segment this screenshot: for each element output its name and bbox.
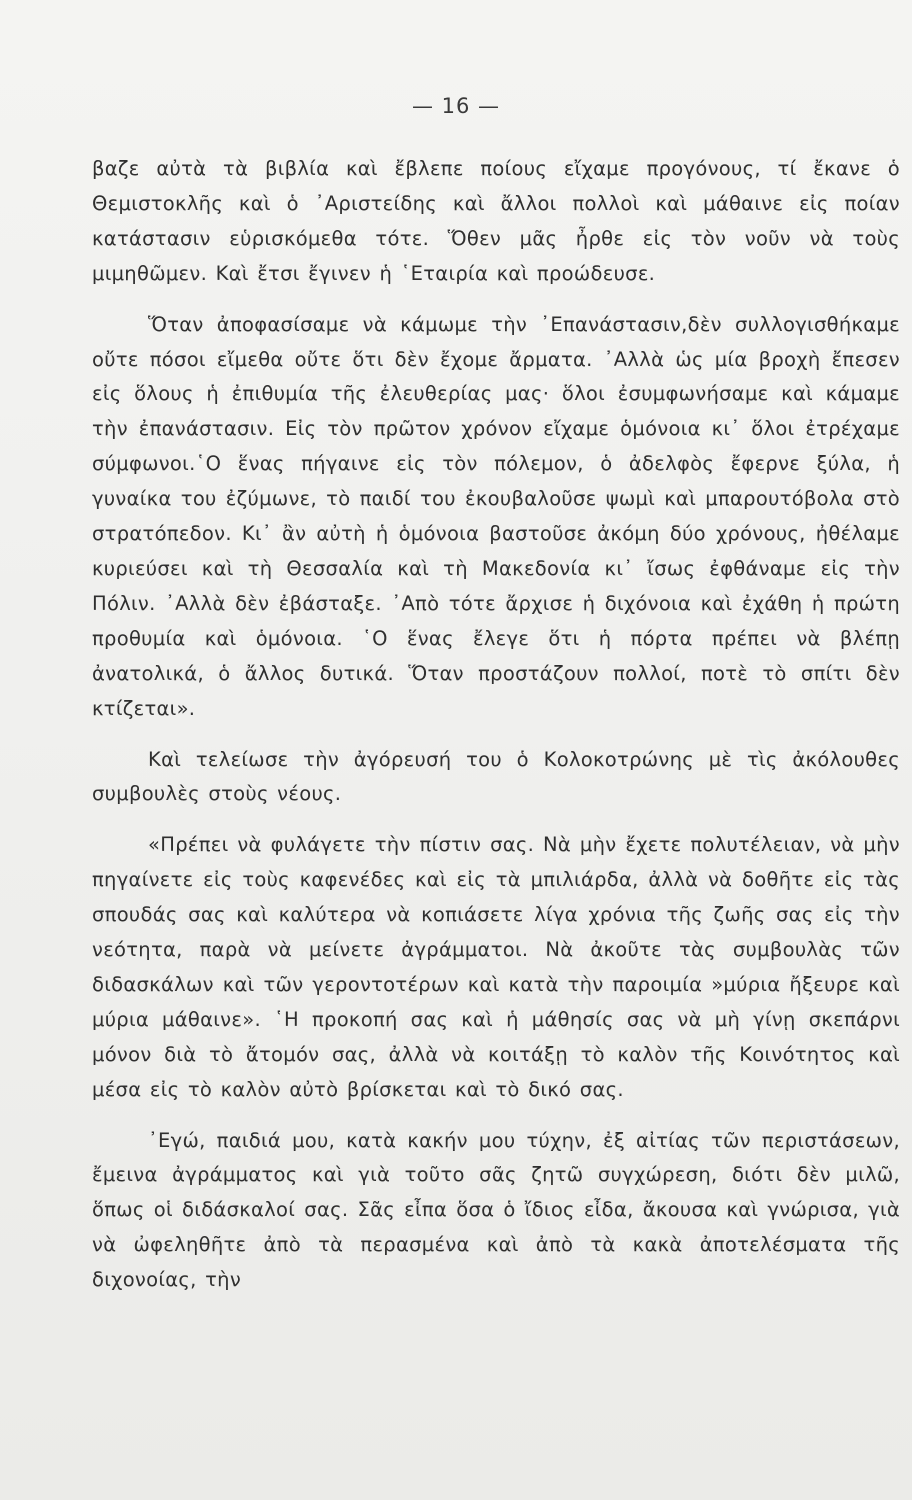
paragraph-continuation: βαζε αὐτὰ τὰ βιβλία καὶ ἔβλεπε ποίους εἴχαμε προγόνους, τί ἔκανε ὁ Θεμιστοκλῆς καὶ ὁ ᾿Αριστείδης καὶ ἄλλοι πολλοὶ καὶ μάθαινε εἰς ποίαν κατάστασιν εὑρισκόμεθα τότε. Ὅθεν μᾶς ἦρθε εἰς τὸν νοῦν νὰ τοὺς μιμηθῶμεν. Καὶ ἔτσι ἔγινεν ἡ ῾Εταιρία καὶ προώδευσε. <box>92 157 900 285</box>
paragraph-revolution: Ὅταν ἀποφασίσαμε νὰ κάμωμε τὴν ᾿Επανάστασιν,δὲν συλλογισθήκαμε οὔτε πόσοι εἴμεθα οὔτε ὅτι δὲν ἔχομε ἄρματα. ᾿Αλλὰ ὡς μία βροχὴ ἔπεσεν εἰς ὅλους ἡ ἐπιθυμία τῆς ἐλευθερίας μας· ὅλοι ἐσυμφωνήσαμε καὶ κάμαμε τὴν ἐπανάστασιν. Εἰς τὸν πρῶτον χρόνον εἴχαμε ὁμόνοια κι᾿ ὅλοι ἐτρέχαμε σύμφωνοι.῾Ο ἕνας πήγαινε εἰς τὸν πόλεμον, ὁ ἀδελφὸς ἔφερνε ξύλα, ἡ γυναίκα του ἐζύμωνε, τὸ παιδί του ἐκουβαλοῦσε ψωμὶ καὶ μπαρουτόβολα στὸ στρατόπεδον. Κι᾿ ἂν αὐτὴ ἡ ὁμόνοια βαστοῦσε ἀκόμη δύο χρόνους, ἠθέλαμε κυριεύσει καὶ τὴ Θεσσαλία καὶ τὴ Μακεδονία κι᾿ ἴσως ἐφθάναμε εἰς τὴν Πόλιν. ᾿Αλλὰ δὲν ἐβάσταξε. ᾿Απὸ τότε ἄρχισε ἡ διχόνοια καὶ ἐχάθη ἡ πρώτη προθυμία καὶ ὁμόνοια. ῾Ο ἕνας ἔλεγε ὅτι ἡ πόρτα πρέπει νὰ βλέπῃ ἀνατολικά, ὁ ἄλλος δυτικά. Ὅταν προστάζουν πολλοί, ποτὲ τὸ σπίτι δὲν κτίζεται». <box>92 312 900 720</box>
body-text <box>92 152 900 1298</box>
page-number: — 16 — <box>411 94 501 118</box>
paragraph-advice: «Πρέπει νὰ φυλάγετε τὴν πίστιν σας. Νὰ μὴν ἔχετε πολυτέλειαν, νὰ μὴν πηγαίνετε εἰς τοὺς καφενέδες καὶ εἰς τὰ μπιλιάρδα, ἀλλὰ νὰ δοθῆτε εἰς τὰς σπουδάς σας καὶ καλύτερα νὰ κοπιάσετε λίγα χρόνια τῆς ζωῆς σας εἰς τὴν νεότητα, παρὰ νὰ μείνετε ἀγράμματοι. Νὰ ἀκοῦτε τὰς συμβουλὰς τῶν διδασκάλων καὶ τῶν γεροντοτέρων καὶ κατὰ τὴν παροιμία »μύρια ἤξευρε καὶ μύρια μάθαινε». ῾Η προκοπή σας καὶ ἡ μάθησίς σας νὰ μὴ γίνῃ σκεπάρνι μόνον διὰ τὸ ἄτομόν σας, ἀλλὰ νὰ κοιτάξῃ τὸ καλὸν τῆς Κοινότητος καὶ μέσα εἰς τὸ καλὸν αὐτὸ βρίσκεται καὶ τὸ δικό σας. <box>92 833 900 1101</box>
paragraph-advice-intro: Καὶ τελείωσε τὴν ἀγόρευσή του ὁ Κολοκοτρώνης μὲ τὶς ἀκόλουθες συμβουλὲς στοὺς νέους. <box>92 747 900 806</box>
paragraph-closing: ᾿Εγώ, παιδιά μου, κατὰ κακήν μου τύχην, ἐξ αἰτίας τῶν περιστάσεων, ἔμεινα ἀγράμματος καὶ γιὰ τοῦτο σᾶς ζητῶ συγχώρεση, διότι δὲν μιλῶ, ὅπως οἱ διδάσκαλοί σας. Σᾶς εἶπα ὅσα ὁ ἴδιος εἶδα, ἄκουσα καὶ γνώρισα, γιὰ νὰ ὠφεληθῆτε ἀπὸ τὰ περασμένα καὶ ἀπὸ τὰ κακὰ ἀποτελέσματα τῆς διχονοίας, τὴν <box>92 1128 900 1292</box>
